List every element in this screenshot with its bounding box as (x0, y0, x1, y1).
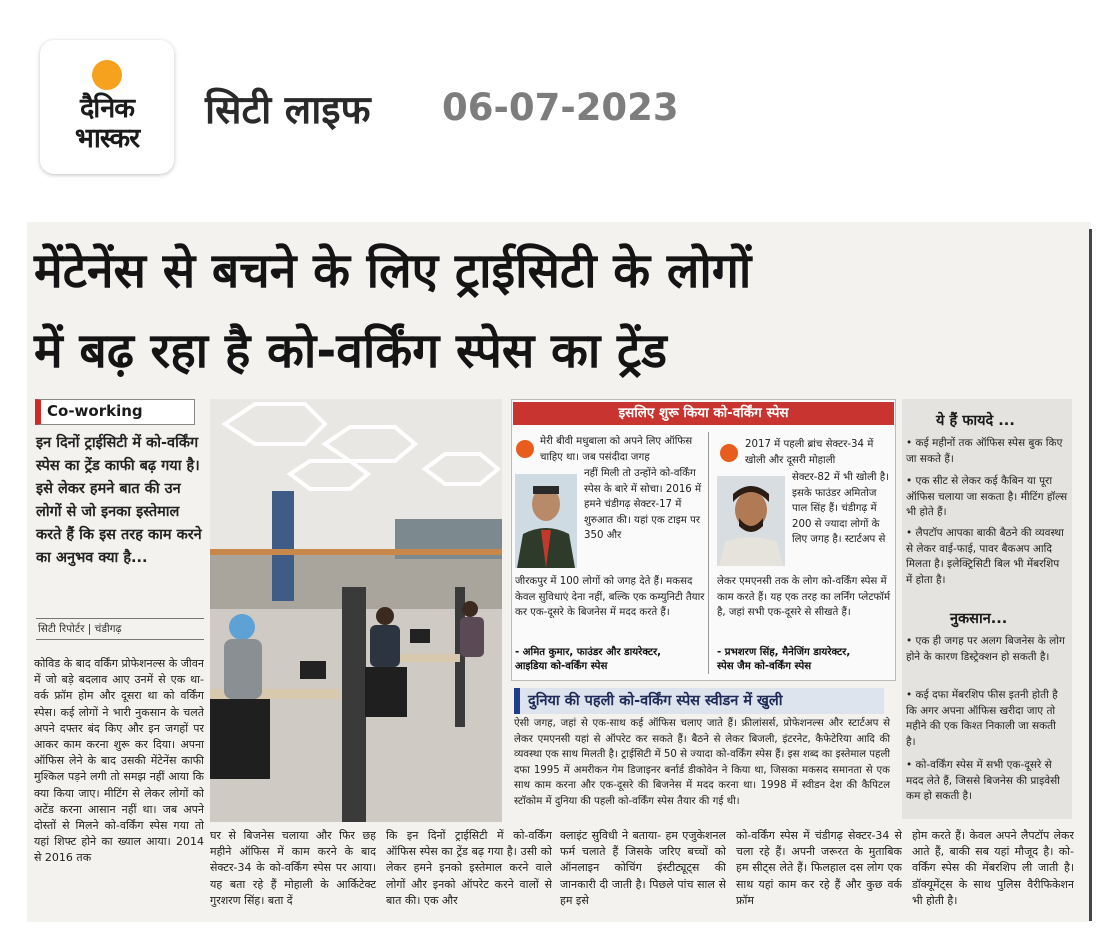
quote-1-intro: मेरी बीवी मधुबाला को अपने लिए ऑफिस चाहिए था। जब पसंदीदा जगह (540, 436, 693, 463)
portrait-image (717, 476, 785, 566)
quote-2-signature: - प्रभशरण सिंह, मैनेजिंग डायरेक्टर, (717, 647, 851, 658)
body-column-3: कि इन दिनों ट्राईसिटी में को-वर्किंग ऑफिस स्पेस का ट्रेंड बढ़ गया है। उसी को लेकर हमने इनको इस्तेमाल करने वाले लोगों और इनको ऑपरेट करने वालों से बात की। एक और (386, 829, 552, 907)
quote-2-organization: स्पेस जैम को-वर्किंग स्पेस (717, 661, 812, 672)
headline-line-1: मेंटेनेंस से बचने के लिए ट्राईसिटी के लोगों (34, 243, 752, 299)
amit-kumar-portrait (515, 474, 577, 568)
benefit-item: • लैपटॉप आपका बाकी बैठने की व्यवस्था से लेकर वाई-फाई, पावर बैकअप आदि मिलता है। इलेक्ट्रिसिटी बिल भी मेंबरशिप में होता है। (906, 527, 1064, 586)
coworking-office-photo (210, 399, 502, 822)
portrait-image (515, 474, 577, 568)
kicker-label: Co-working (35, 399, 195, 425)
quote-bullet-icon (516, 440, 534, 458)
dainik-bhaskar-logo[interactable] (40, 40, 174, 174)
issue-date: 06-07-2023 (442, 86, 679, 129)
body-column-2: घर से बिजनेस चलाया और फिर छह महीने ऑफिस में काम करने के बाद सेक्टर-34 के को-वर्किंग स्पेस पर आया। यह बता रहे हैं मोहाली के आर्किटेक्ट गुरशरण सिंह। बता दें (210, 829, 376, 907)
body-column-6: होम करते हैं। केवल अपने लैपटॉप लेकर आते हैं, बाकी सब यहां मौजूद है। को-वर्किंग स्पेस की मेंबरशिप ली जाती है। डॉक्यूमेंट्स के साथ पुलिस वैरीफिकेशन भी होती है। (912, 829, 1074, 907)
quote-1-organization: आइडिया को-वर्किंग स्पेस (515, 661, 608, 672)
drawbacks-heading: नुकसान... (950, 611, 1008, 627)
world-first-heading: दुनिया की पहली को-वर्किंग स्पेस स्वीडन में खुली (514, 688, 884, 714)
benefit-item: • कई महीनों तक ऑफिस स्पेस बुक किए जा सकते हैं। (906, 437, 1063, 465)
sun-logo-icon (92, 60, 122, 90)
world-first-text: ऐसी जगह, जहां से एक-साथ कई ऑफिस चलाए जाते हैं। फ्रीलांसर्स, प्रोफेशनल्स और स्टार्टअप से लेकर एमएनसी यहां से ऑपरेट कर सकते हैं। बैठने से लेकर बिजली, इंटरनेट, कैफेटेरिया आदि की व्यवस्था एक साथ मिलती है। ट्राईसिटी में 50 से ज्यादा को-वर्किंग स्पेस हैं। इस शब्द का इस्तेमाल पहली दफा 1995 में अमरीकन गेम डिजाइनर बर्नार्ड डीकोवेन ने किया था, जिसका मकसद समानता से एक साथ काम करना और एक-दूसरे की बिजनेस में मदद करना था। 1998 में स्वीडन देश की कैपिटल स्टॉकोम में दुनिया की पहली को-वर्किंग स्पेस तैयार की गई थी। (514, 718, 890, 807)
quote-1-side: नहीं मिली तो उन्होंने को-वर्किंग स्पेस के बारे में सोचा। 2016 में हमने चंडीगढ़ सेक्टर-17 में शुरुआत की। यहां एक टाइम पर 350 और (584, 468, 702, 541)
quote-bullet-icon (720, 444, 738, 462)
section-title: सिटी लाइफ (205, 88, 371, 133)
body-column-1: कोविड के बाद वर्किंग प्रोफेशनल्स के जीवन में जो बड़े बदलाव आए उनमें से एक था-वर्क फ्रॉम होम और दूसरा था को वर्किंग स्पेस। कई लोगों ने भारी नुकसान के चलते अपने दफ्तर बंद किए और इन जगहों पर आकर काम करना शुरू कर दिया। अपना ऑफिस लेने के बाद उसकी मेंटेनेंस काफी मुश्किल पड़ने लगी तो समझ नहीं आया कि क्या किया जाए। मीटिंग से लेकर लोगों को अटेंड करना आसान नहीं था। जब अपने दोस्तों से मिलने को-वर्किंग स्पेस गया तो यहां शिफ्ट होने का ख्याल आया। 2014 से 2016 तक (34, 657, 204, 865)
byline: सिटी रिपोर्टर | चंडीगढ़ (36, 618, 204, 640)
logo-text-line1: दैनिक (79, 93, 135, 124)
drawback-item: • एक ही जगह पर अलग बिजनेस के लोग होने के कारण डिस्ट्रेक्शन हो सकती है। (906, 635, 1065, 663)
quote-1-signature: - अमित कुमार, फाउंडर और डायरेक्टर, (515, 647, 662, 658)
quote-2-side: सेक्टर-82 में भी खोली है। इसके फाउंडर अमितोज पाल सिंह हैं। चंडीगढ़ में 200 से ज्यादा लोगों के लिए जगह है। स्टार्टअप से (792, 472, 890, 545)
logo-text-line2: भास्कर (74, 123, 140, 154)
body-column-5: को-वर्किंग स्पेस में चंडीगढ़ सेक्टर-34 से चला रहे हैं। अपनी जरूरत के मुताबिक हम सीट्स लेते हैं। फिलहाल दस लोग एक साथ यहां काम कर रहे हैं और कुछ वर्क फ्रॉम (736, 829, 902, 907)
body-column-4: क्लाइंट सुविधी ने बताया- हम एजुकेशनल फर्म चलाते हैं जिसके जरिए बच्चों को ऑनलाइन कोचिंग इंस्टीट्यूट्स की जानकारी दी जाती है। पिछले पांच साल से हम इसे (560, 829, 726, 907)
drawback-item: • को-वर्किंग स्पेस में सभी एक-दूसरे से मदद लेते हैं, जिससे बिजनेस की प्राइवेसी कम हो सकती है। (906, 759, 1060, 802)
quotes-divider (708, 432, 709, 674)
quote-1-body: जीरकपुर में 100 लोगों को जगह देते हैं। मकसद केवल सुविधाएं देना नहीं, बल्कि एक कम्युनिटी तैयार कर एक-दूसरे के बिजनेस में मदद करते हैं। (515, 576, 705, 618)
prabhsharan-singh-portrait (717, 476, 785, 566)
column-rule (1089, 229, 1092, 921)
office-illustration (210, 399, 502, 822)
headline-line-2: में बढ़ रहा है को-वर्किंग स्पेस का ट्रेंड (34, 323, 667, 379)
quote-2-body: लेकर एमएनसी तक के लोग को-वर्किंग स्पेस में काम करते हैं। यह एक तरह का लर्निंग प्लेटफॉर्म है, जहां सभी एक-दूसरे से सीखते हैं। (717, 576, 891, 618)
benefits-heading: ये हैं फायदे ... (936, 413, 1015, 429)
benefit-item: • एक सीट से लेकर कई कैबिन या पूरा ऑफिस चलाया जा सकता है। मीटिंग हॉल्स भी होते हैं। (906, 475, 1068, 518)
intro-text: इन दिनों ट्राईसिटी में को-वर्किंग स्पेस का ट्रेंड काफी बढ़ गया है। इसे लेकर हमने बात की उन लोगों से जो इनका इस्तेमाल करते हैं कि इस तरह काम करने का अनुभव क्या है... (36, 435, 202, 566)
drawback-item: • कई दफा मेंबरशिप फीस इतनी होती है कि अगर अपना ऑफिस खरीदा जाए तो महीने की एक किश्त निकाली जा सकती है। (906, 689, 1058, 748)
quotes-heading: इसलिए शुरू किया को-वर्किंग स्पेस (513, 402, 894, 425)
quote-2-intro: 2017 में पहली ब्रांच सेक्टर-34 में खोली और दूसरी मोहाली (745, 439, 874, 466)
